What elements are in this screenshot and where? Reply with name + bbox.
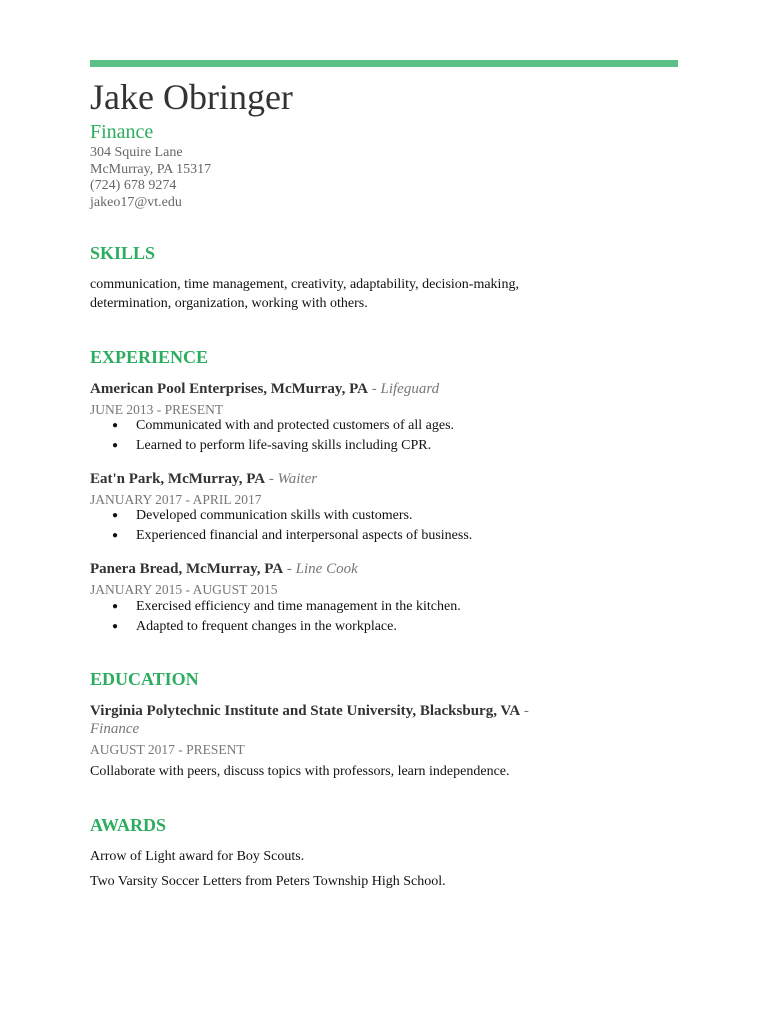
job-title-1 [90,379,439,399]
contact-block [90,145,211,211]
bullet-item: ● Learned to perform life-saving skills including CPR. [112,436,454,456]
candidate-name: Jake Obringer [90,77,293,117]
job-title-3 [90,559,358,579]
phone-number: (724) 678 9274 [90,178,177,193]
job-bullets-1 [112,416,454,455]
education-heading: EDUCATION [90,669,199,689]
education-description: Collaborate with peers, discuss topics with professors, learn independence. [90,764,510,779]
bullet-item: ● Exercised efficiency and time management in the kitchen. [112,597,461,617]
job-position: Lifeguard [380,381,440,397]
awards-heading: AWARDS [90,815,167,835]
bullet-item: ● Adapted to frequent changes in the workplace. [112,617,461,637]
address-line-1: 304 Squire Lane [90,145,183,160]
education-major-line [90,719,139,739]
school-major: Finance [90,721,140,737]
candidate-role: Finance [90,121,154,143]
email-address: jakeo17@vt.edu [90,194,182,210]
school-name: Virginia Polytechnic Institute and State University, Blacksburg, VA [90,703,521,719]
address-line-2: McMurray, PA 15317 [90,161,212,177]
bullet-item: ● Communicated with and protected customers of all ages. [112,416,454,436]
job-bullets-2 [112,506,472,545]
skills-heading: SKILLS [90,243,156,263]
job-org: Eat'n Park, McMurray, PA [90,471,266,487]
skills-text [90,275,650,313]
job-separator: - [367,381,381,397]
job-dates-3: JANUARY 2015 - AUGUST 2015 [90,582,278,597]
job-org: American Pool Enterprises, McMurray, PA [90,381,368,397]
skills-line-2: determination, organization, working with others. [90,296,368,311]
bullet-item: ● Experienced financial and interpersonal aspects of business. [112,526,472,546]
skills-line-1: communication, time management, creativity, adaptability, decision-making, [90,277,519,292]
award-item-2: Two Varsity Soccer Letters from Peters Township High School. [90,874,446,889]
job-separator: - [265,471,278,487]
job-position: Line Cook [295,561,358,577]
job-bullets-3 [112,597,461,636]
education-school [90,701,529,721]
job-dates-2: JANUARY 2017 - APRIL 2017 [90,492,262,507]
education-dates: AUGUST 2017 - PRESENT [90,742,245,757]
job-dates-1: JUNE 2013 - PRESENT [90,402,224,417]
top-accent-bar [90,60,678,67]
job-org: Panera Bread, McMurray, PA [90,561,284,577]
job-position: Waiter [277,471,318,487]
experience-heading: EXPERIENCE [90,347,209,367]
job-separator: - [283,561,296,577]
job-title-2 [90,469,317,489]
bullet-item: ● Developed communication skills with customers. [112,506,472,526]
school-separator: - [520,703,529,719]
award-item-1: Arrow of Light award for Boy Scouts. [90,849,305,864]
